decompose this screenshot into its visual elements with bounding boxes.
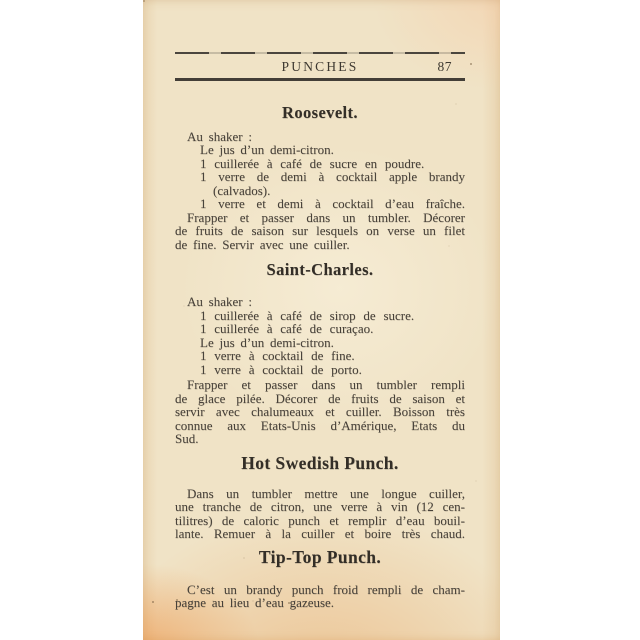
- text-line: Frapper et passer dans un tumbler rempli: [187, 377, 465, 392]
- text-line: une tranche de citron, une verre à vin (12 cen-: [175, 499, 465, 514]
- recipe-body-roosevelt: [175, 130, 465, 252]
- text-line: 1 verre de demi à cocktail apple brandy: [200, 169, 465, 184]
- book-page: [143, 0, 500, 640]
- text-line: Le jus d’un demi-citron.: [200, 334, 334, 350]
- paper-specks: [143, 0, 145, 2]
- running-head: [175, 52, 465, 81]
- text-line: de fine. Servir avec une cuiller.: [175, 236, 350, 252]
- running-head-row: [175, 59, 465, 75]
- page-number: 87: [437, 59, 452, 74]
- text-line: 1 cuillerée à café de sucre en poudre.: [200, 155, 425, 171]
- text-line: 1 cuillerée à café de sirop de sucre.: [200, 307, 415, 323]
- text-line: lante. Remuer à la cuiller et boire très chaud.: [175, 526, 465, 541]
- text-line: Le jus d’un demi-citron.: [200, 142, 334, 157]
- recipe-body-saint-charles: [175, 295, 465, 446]
- recipe-title-roosevelt: Roosevelt.: [282, 102, 358, 122]
- recipe-body-tip-top-punch: [175, 583, 465, 610]
- recipe-title-saint-charles: Saint-Charles.: [266, 260, 374, 279]
- recipe-body-hot-swedish-punch: [175, 487, 465, 541]
- text-line: connue aux Etats-Unis d’Amérique, Etats du: [175, 417, 465, 433]
- recipe-title-tip-top-punch: Tip-Top Punch.: [258, 546, 382, 567]
- text-line: servir avec chalumeaux et cuiller. Boisson très: [175, 404, 465, 419]
- recipe-title-hot-swedish-punch: Hot Swedish Punch.: [241, 452, 399, 473]
- head-rule-top: [175, 52, 465, 54]
- text-line: Au shaker :: [187, 128, 252, 144]
- text-line: Frapper et passer dans un tumbler. Décorer: [187, 209, 465, 225]
- text-line: Dans un tumbler mettre une longue cuiller,: [187, 485, 465, 501]
- text-line: 1 cuillerée à café de curaçao.: [200, 321, 374, 336]
- text-line: de glace pilée. Décorer de fruits de saison et: [175, 390, 465, 406]
- page-content: [143, 52, 500, 610]
- text-line: Au shaker :: [187, 294, 252, 309]
- text-line: de fruits de saison sur lesquels on verse un filet: [175, 223, 465, 238]
- text-line: 1 verre à cocktail de porto.: [200, 361, 362, 377]
- running-title: PUNCHES: [281, 59, 359, 74]
- head-rule-bottom: [175, 78, 465, 81]
- text-line: 1 verre à cocktail de fine.: [200, 348, 355, 363]
- text-line: (calvados).: [213, 182, 271, 198]
- text-line: pagne au lieu d’eau gazeuse.: [175, 595, 335, 610]
- text-line: 1 verre et demi à cocktail d’eau fraîche.: [200, 196, 465, 211]
- text-line: tilitres) de caloric punch et remplir d’eau bouil-: [175, 512, 465, 528]
- text-line: Sud.: [175, 431, 199, 446]
- text-line: C’est un brandy punch froid rempli de cham-: [187, 581, 465, 597]
